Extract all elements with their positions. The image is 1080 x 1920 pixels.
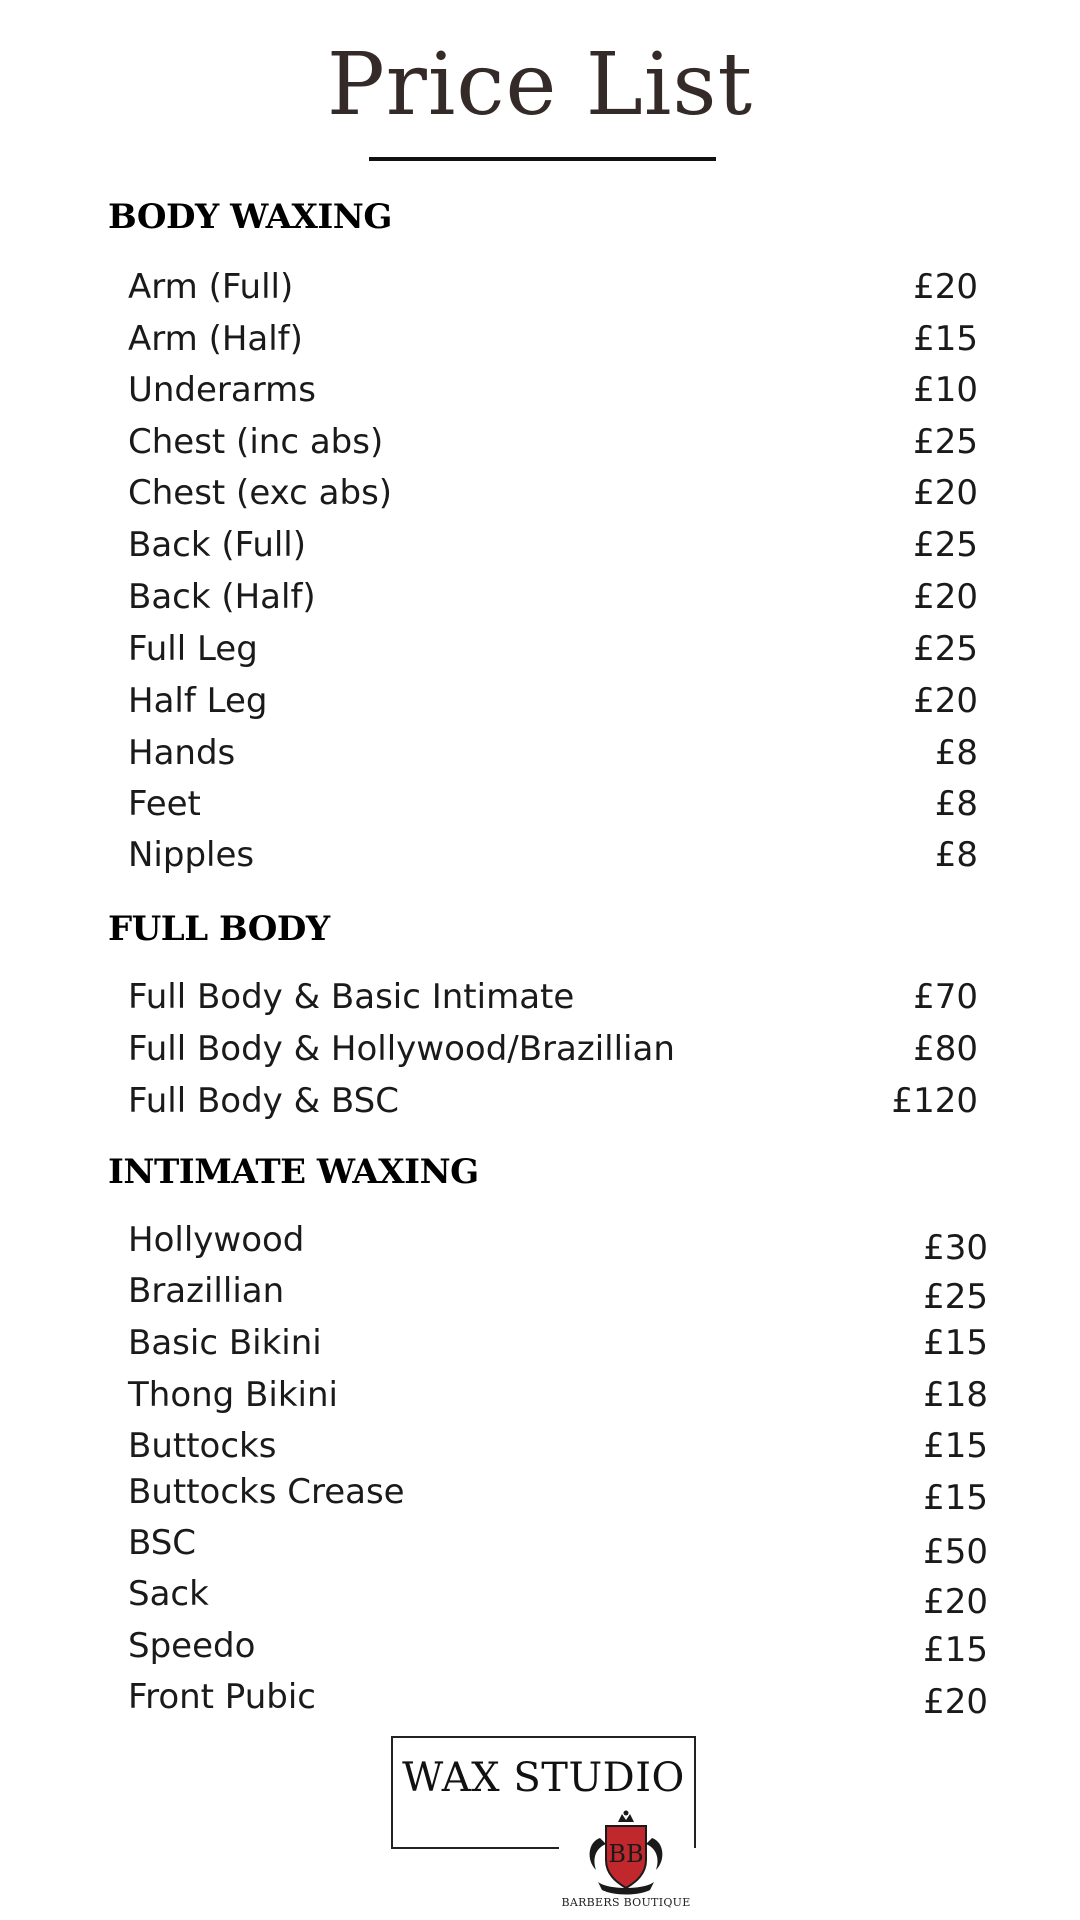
list-item [0, 676, 1080, 726]
logo-frame-line [391, 1847, 559, 1849]
list-item [0, 262, 1080, 312]
page-title: Price List [326, 35, 754, 135]
item-name: BSC [128, 1523, 197, 1563]
item-name: Back (Full) [128, 525, 307, 565]
item-name: Thong Bikini [128, 1375, 338, 1415]
item-price: £80 [913, 1029, 978, 1069]
list-item [0, 365, 1080, 415]
item-name: Full Leg [128, 629, 258, 669]
item-name: Feet [128, 784, 201, 824]
item-name: Full Body & Hollywood/Brazillian [128, 1029, 675, 1069]
item-price: £20 [913, 577, 978, 617]
item-price: £15 [923, 1478, 988, 1518]
list-item [0, 728, 1080, 778]
item-price: £8 [934, 784, 978, 824]
item-price: £15 [923, 1426, 988, 1466]
item-name: Half Leg [128, 681, 268, 721]
list-item [0, 1672, 1080, 1722]
item-name: Back (Half) [128, 577, 316, 617]
item-name: Full Body & Basic Intimate [128, 977, 575, 1017]
list-item [0, 1421, 1080, 1471]
item-name: Speedo [128, 1626, 256, 1666]
list-item [0, 1215, 1080, 1268]
item-price: £20 [913, 681, 978, 721]
item-name: Buttocks [128, 1426, 277, 1466]
list-item [0, 314, 1080, 364]
list-item [0, 468, 1080, 518]
list-item [0, 1621, 1080, 1671]
item-price: £20 [913, 473, 978, 513]
list-item [0, 1266, 1080, 1316]
item-price: £15 [923, 1630, 988, 1670]
item-price: £20 [923, 1682, 988, 1722]
item-price: £25 [913, 525, 978, 565]
item-name: Basic Bikini [128, 1323, 322, 1363]
list-item [0, 1467, 1080, 1517]
item-name: Buttocks Crease [128, 1472, 405, 1512]
item-name: Hollywood [128, 1220, 305, 1260]
item-name: Sack [128, 1574, 209, 1614]
item-price: £120 [891, 1081, 978, 1121]
list-item [0, 417, 1080, 467]
item-price: £30 [923, 1228, 988, 1268]
item-name: Chest (exc abs) [128, 473, 393, 513]
list-item [0, 1370, 1080, 1420]
item-name: Full Body & BSC [128, 1081, 399, 1121]
crest-icon [578, 1808, 674, 1900]
item-price: £70 [913, 977, 978, 1017]
item-name: Chest (inc abs) [128, 422, 384, 462]
section-heading: INTIMATE WAXING [108, 1152, 479, 1192]
item-name: Arm (Full) [128, 267, 294, 307]
list-item [0, 520, 1080, 570]
item-price: £8 [934, 835, 978, 875]
item-price: £25 [913, 422, 978, 462]
item-price: £10 [913, 370, 978, 410]
list-item [0, 779, 1080, 829]
section-heading: BODY WAXING [108, 197, 392, 237]
item-price: £18 [923, 1375, 988, 1415]
list-item [0, 572, 1080, 622]
list-item [0, 972, 1080, 1022]
list-item [0, 1569, 1080, 1622]
item-name: Nipples [128, 835, 255, 875]
crest-letters: BB [608, 1840, 644, 1868]
list-item [0, 1318, 1080, 1368]
logo-text: WAX STUDIO [402, 1755, 685, 1801]
item-price: £25 [923, 1277, 988, 1317]
item-price: £25 [913, 629, 978, 669]
section-heading: FULL BODY [108, 909, 330, 949]
item-name: Brazillian [128, 1271, 285, 1311]
item-name: Front Pubic [128, 1677, 316, 1717]
title-underline [369, 157, 716, 161]
item-name: Underarms [128, 370, 316, 410]
list-item [0, 1518, 1080, 1572]
item-name: Hands [128, 733, 236, 773]
item-price: £50 [923, 1532, 988, 1572]
list-item [0, 1076, 1080, 1126]
item-name: Arm (Half) [128, 319, 303, 359]
list-item [0, 624, 1080, 674]
crest-caption: BARBERS BOUTIQUE [561, 1896, 691, 1909]
list-item [0, 830, 1080, 880]
item-price: £15 [923, 1323, 988, 1363]
item-price: £20 [913, 267, 978, 307]
item-price: £8 [934, 733, 978, 773]
list-item [0, 1024, 1080, 1074]
item-price: £20 [923, 1582, 988, 1622]
item-price: £15 [913, 319, 978, 359]
